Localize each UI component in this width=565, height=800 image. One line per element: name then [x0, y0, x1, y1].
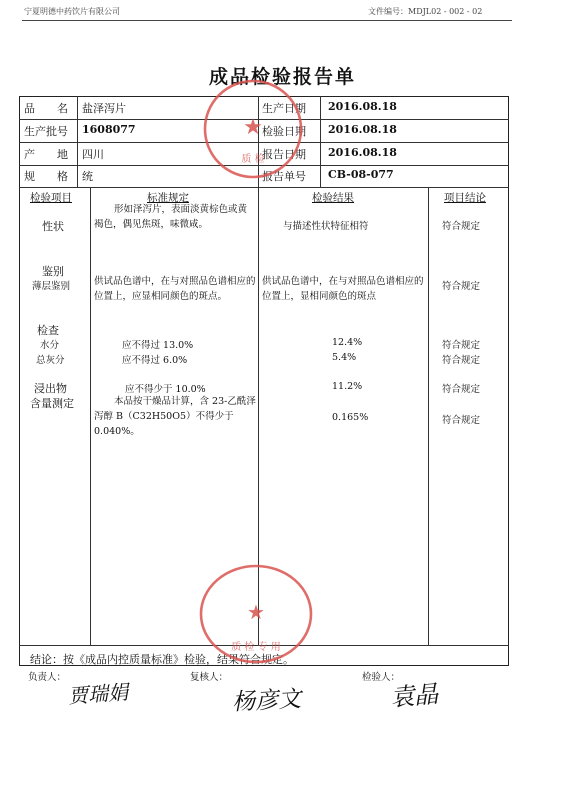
item-ident-sub: 薄层鉴别	[32, 281, 71, 292]
reviewer-signature: 杨彦文	[231, 686, 302, 716]
standard-water: 应不得过 13.0%	[122, 340, 194, 351]
spec-label: 规 格	[24, 170, 68, 183]
result-extract: 11.2%	[332, 381, 363, 392]
col-header-result: 检验结果	[312, 192, 354, 204]
result-ident: 供试品色谱中，在与对照品色谱相应的位置上，显相同颜色的斑点	[262, 276, 424, 302]
standard-extract: 应不得少于 10.0%	[125, 384, 206, 395]
result-traits: 与描述性状特征相符	[283, 221, 369, 232]
col-header-standard: 标准规定	[147, 192, 189, 204]
item-ash: 总灰分	[36, 355, 65, 366]
svg-text:质 检 专 用: 质 检 专 用	[231, 642, 281, 653]
spec-value: 统	[82, 170, 93, 183]
result-water: 12.4%	[332, 337, 363, 348]
reviewer-label: 复核人：	[190, 672, 229, 683]
inspector-signature: 袁晶	[389, 679, 440, 713]
company-header: 宁夏明德中药饮片有限公司	[24, 7, 120, 16]
file-number: 文件编号：MDJL02 - 002 - 02	[368, 7, 483, 16]
name-value: 盐泽泻片	[82, 102, 126, 115]
test-date-label: 检验日期	[262, 125, 306, 138]
name-label: 品 名	[24, 102, 68, 115]
conclusion-ash: 符合规定	[442, 355, 481, 366]
svg-text:质 检: 质 检	[241, 154, 265, 165]
quality-stamp	[200, 76, 306, 182]
origin-value: 四川	[82, 148, 104, 161]
responsible-signature: 贾瑞娟	[67, 679, 129, 709]
header-rule	[22, 20, 512, 21]
standard-traits: 形如泽泻片，表面淡黄棕色或黄褐色，偶见焦斑，味微咸。	[94, 204, 248, 230]
item-extract: 浸出物	[34, 382, 67, 395]
conclusion-traits: 符合规定	[442, 221, 481, 232]
responsible-label: 负责人：	[28, 672, 67, 683]
batch-label: 生产批号	[24, 125, 68, 138]
standard-assay: 本品按干燥品计算，含 23-乙酰泽泻醇 B（C32H50O5）不得少于 0.040%。	[94, 396, 256, 437]
col-header-item: 检验项目	[30, 192, 72, 204]
col-divider	[90, 187, 91, 645]
svg-text:★: ★	[243, 115, 263, 140]
conclusion-text: 结论：按《成品内控质量标准》检验，结果符合规定。	[30, 653, 294, 666]
standard-ident: 供试品色谱中，在与对照品色谱相应的位置上，应显相同颜色的斑点。	[94, 276, 256, 302]
conclusion-assay: 符合规定	[442, 415, 481, 426]
test-date-value: 2016.08.18	[328, 123, 397, 136]
conclusion-water: 符合规定	[442, 340, 481, 351]
report-no-label: 报告单号	[262, 170, 306, 183]
prod-date-value: 2016.08.18	[328, 100, 397, 113]
item-ident: 鉴别	[42, 265, 64, 278]
conclusion-extract: 符合规定	[442, 384, 481, 395]
standard-ash: 应不得过 6.0%	[122, 355, 188, 366]
col-header-conclusion: 项目结论	[444, 192, 486, 204]
row-divider	[19, 187, 509, 188]
conclusion-ident: 符合规定	[442, 281, 481, 292]
svg-text:★: ★	[247, 600, 265, 624]
item-check: 检查	[37, 324, 59, 337]
item-traits: 性状	[42, 220, 64, 233]
col-divider	[77, 96, 78, 187]
result-assay: 0.165%	[332, 412, 369, 423]
report-date-value: 2016.08.18	[328, 146, 397, 159]
batch-value: 1608077	[82, 123, 136, 136]
item-assay: 含量测定	[30, 397, 74, 410]
origin-label: 产 地	[24, 148, 68, 161]
report-no-value: CB-08-077	[328, 168, 394, 181]
inspector-label: 检验人：	[362, 672, 401, 683]
page-title: 成品检验报告单	[208, 66, 356, 88]
quality-stamp	[198, 562, 314, 666]
prod-date-label: 生产日期	[262, 102, 306, 115]
report-date-label: 报告日期	[262, 148, 306, 161]
result-ash: 5.4%	[332, 352, 357, 363]
col-divider	[428, 187, 429, 645]
col-divider	[320, 96, 321, 187]
item-water: 水分	[40, 340, 60, 351]
